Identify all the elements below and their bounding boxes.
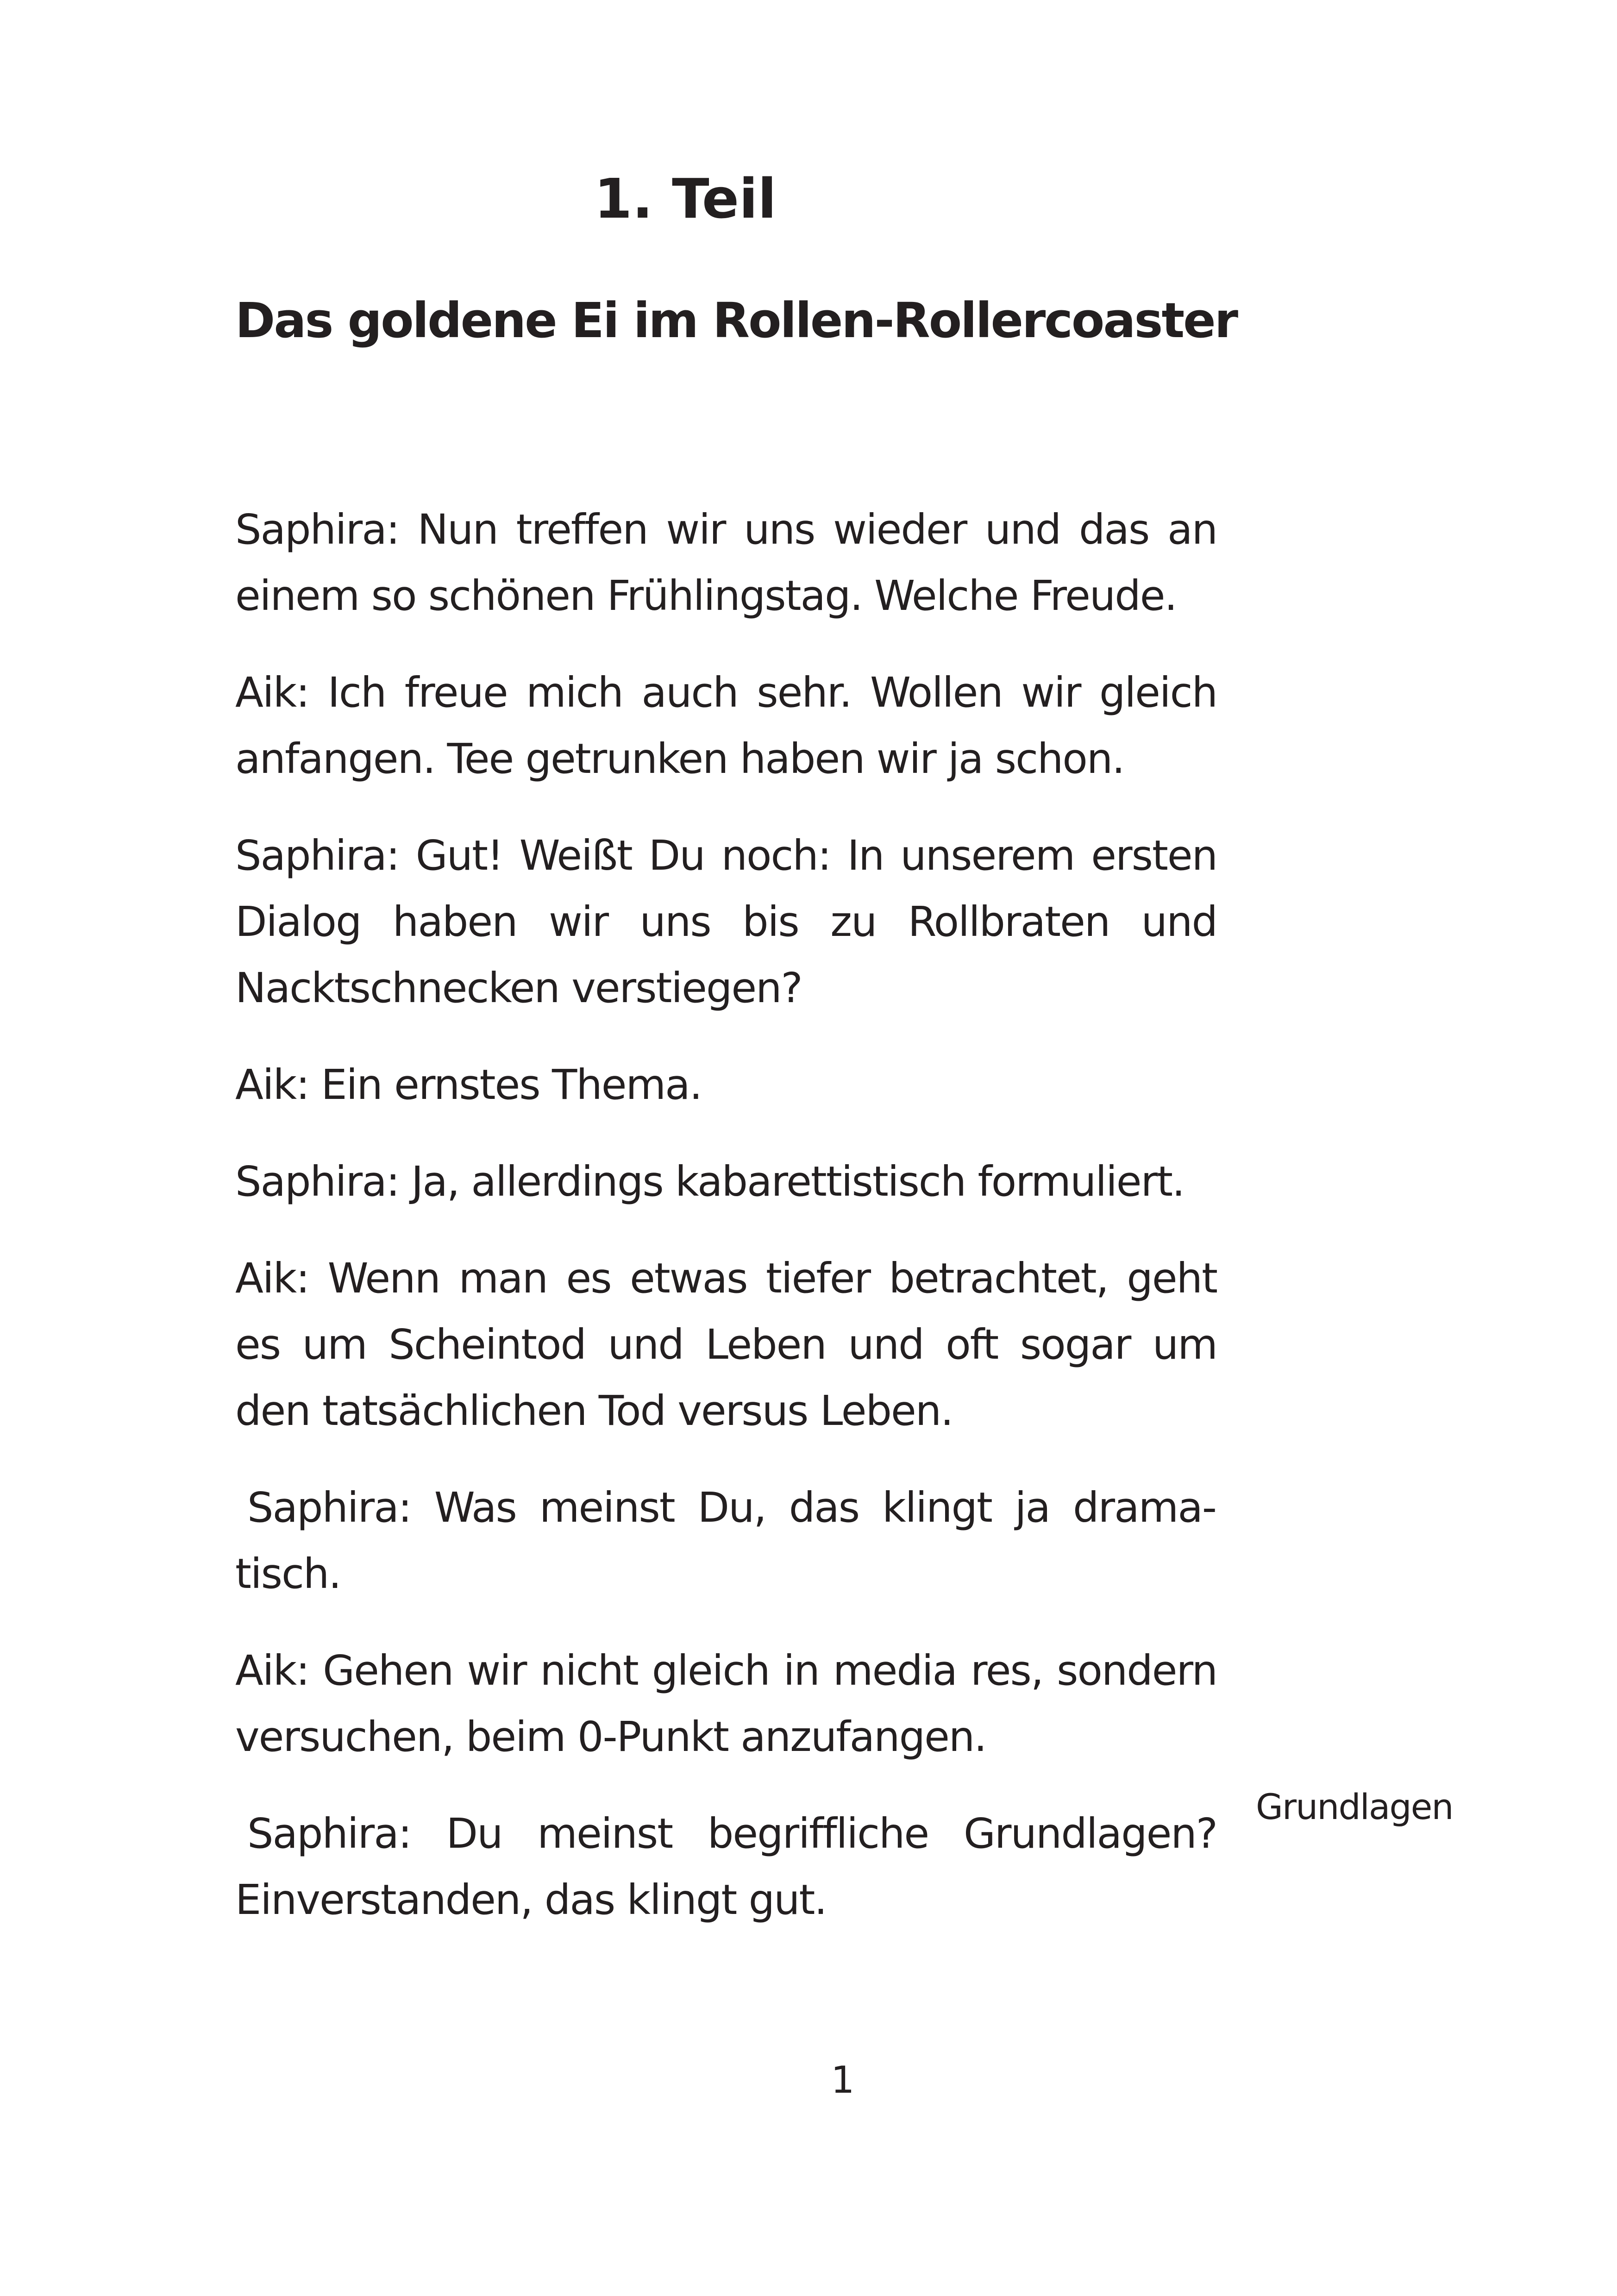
dialog-paragraph: Aik: Wenn man es etwas tiefer betrachtet, geht es um Scheintod und Leben und oft sogar um den tatsächlichen Tod versus Leben. — [235, 1254, 1217, 1435]
dialog-paragraph: Saphira: Was meinst Du, das klingt ja dramatisch. — [235, 1483, 1217, 1598]
margin-note: Grundlagen — [1256, 1786, 1453, 1827]
dialog-paragraph: Aik: Ich freue mich auch sehr. Wollen wir gleich anfangen. Tee getrunken haben wir ja schon. — [235, 668, 1217, 783]
dialog-paragraph: Saphira: Gut! Weißt Du noch: In unserem ersten Dialog haben wir uns bis zu Rollbraten und Nacktschnecken verstiegen? — [235, 831, 1217, 1012]
dialog-paragraph: Saphira: Ja, allerdings kabarettistisch formuliert. — [235, 1157, 1185, 1205]
page-number: 1 — [831, 2058, 855, 2102]
dialog-paragraph: Aik: Gehen wir nicht gleich in media res, sondern versuchen, beim 0-Punkt anzufangen. — [235, 1646, 1217, 1761]
dialog-paragraph: Saphira: Nun treffen wir uns wieder und das an einem so schönen Frühlingstag. Welche Freude. — [235, 505, 1217, 620]
chapter-title: Das goldene Ei im Rollen-Rollercoaster — [235, 292, 1237, 349]
part-title: 1. Teil — [594, 167, 777, 231]
dialog-text — [235, 496, 1217, 1964]
dialog-paragraph: Saphira: Du meinst begriffliche Grundlagen? Einverstanden, das klingt gut. — [235, 1809, 1217, 1924]
dialog-paragraph: Aik: Ein ernstes Thema. — [235, 1060, 702, 1109]
